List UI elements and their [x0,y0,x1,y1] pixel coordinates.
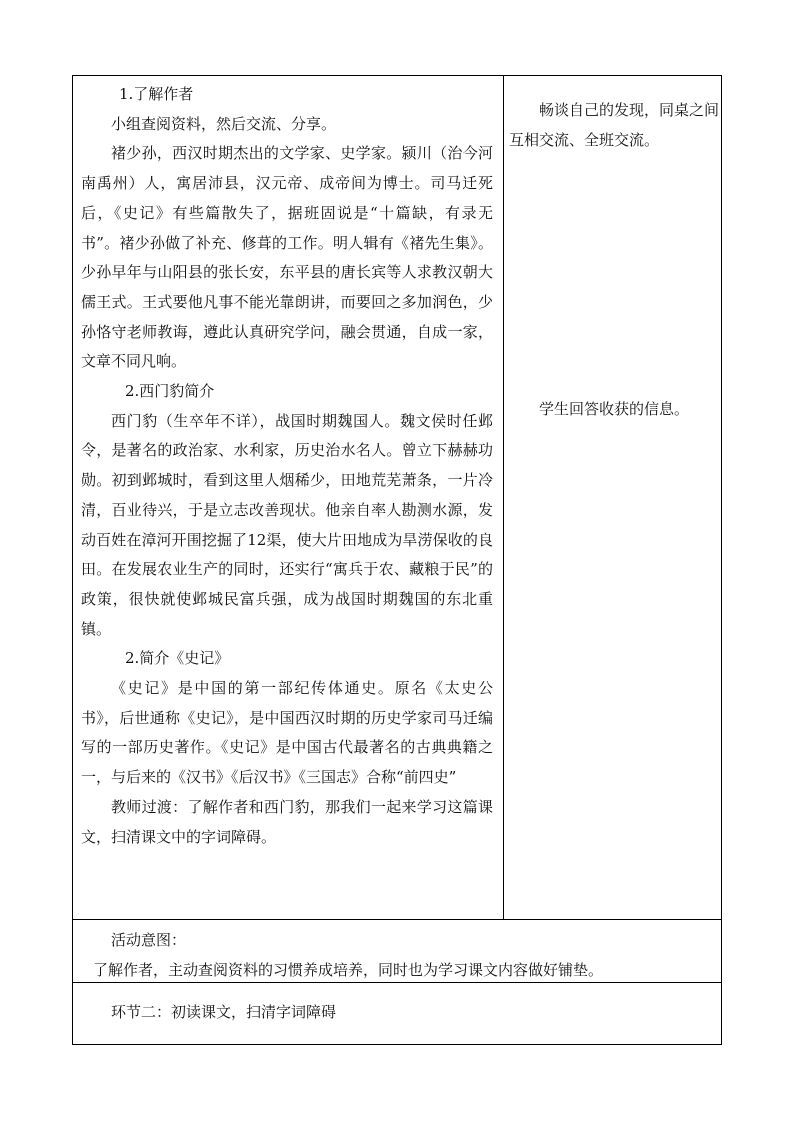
lesson-plan-table [72,75,722,1045]
activity-intent-text: 了解作者，主动查阅资料的习惯养成培养，同时也为学习课文内容做好铺垫。 [93,960,604,979]
section-heading-shiji: 2.简介《史记》 [125,649,230,668]
column-divider [503,76,504,919]
step-two-title: 环节二：初读课文，扫清字词障碍 [111,1003,337,1021]
paragraph-shiji-intro: 《史记》是中国的第一部纪传体通史。原名《太史公书》，后世通称《史记》，是中国西汉时期的历史学家司马迁编写的一部历史著作。《史记》是中国古代最著名的古典典籍之一，与后来的《汉书》《后汉书》《三国志》合称“前四史” [81,679,493,787]
paragraph-ximenbao-bio: 西门豹（生卒年不详），战国时期魏国人。魏文侯时任邺令，是著名的政治家、水利家，历史治水名人。曾立下赫赫功勋。初到邺城时，看到这里人烟稀少，田地荒芜萧条，一片冷清，百业待兴，于是立志改善现状。他亲自率人勘测水源，发动百姓在漳河开围挖掘了12渠，使大片田地成为旱涝保收的良田。在发展农业生产的同时，还实行“寓兵于农、藏粮于民”的政策，很快就使邺城民富兵强，成为战国时期魏国的东北重镇。 [81,411,493,638]
paragraph-author-bio: 褚少孙，西汉时期杰出的文学家、史学家。颍川（治今河南禹州）人，寓居沛县，汉元帝、成帝间为博士。司马迁死后，《史记》有些篇散失了，据班固说是“十篇缺，有录无书”。褚少孙做了补充、修葺的工作。明人辑有《褚先生集》。少孙早年与山阳县的张长安，东平县的唐长宾等人求教汉朝大儒王式。王式要他凡事不能光靠朗讲，而要回之多加润色，少孙恪守老师教诲，遵此认真研究学问，融会贯通，自成一家，文章不同凡响。 [81,144,493,371]
teacher-activity-cell [81,80,493,852]
activity-intent-label: 活动意图： [111,931,187,949]
student-activity-cell [509,96,719,425]
activity-intent-row [93,926,703,985]
step-two-row [111,998,711,1028]
section-heading-ximenbao: 2.西门豹简介 [125,382,215,401]
paragraph-teacher-transition: 教师过渡：了解作者和西门豹，那我们一起来学习这篇课文，扫清课文中的字词障碍。 [81,797,493,846]
student-discussion-text: 畅谈自己的发现，同桌之间互相交流、全班交流。 [509,101,720,149]
student-answer-text: 学生回答收获的信息。 [538,400,689,419]
row-divider-1 [73,919,721,920]
section-heading-author: 1.了解作者 [119,85,194,103]
paragraph-group-research: 小组查阅资料，然后交流、分享。 [111,114,337,133]
